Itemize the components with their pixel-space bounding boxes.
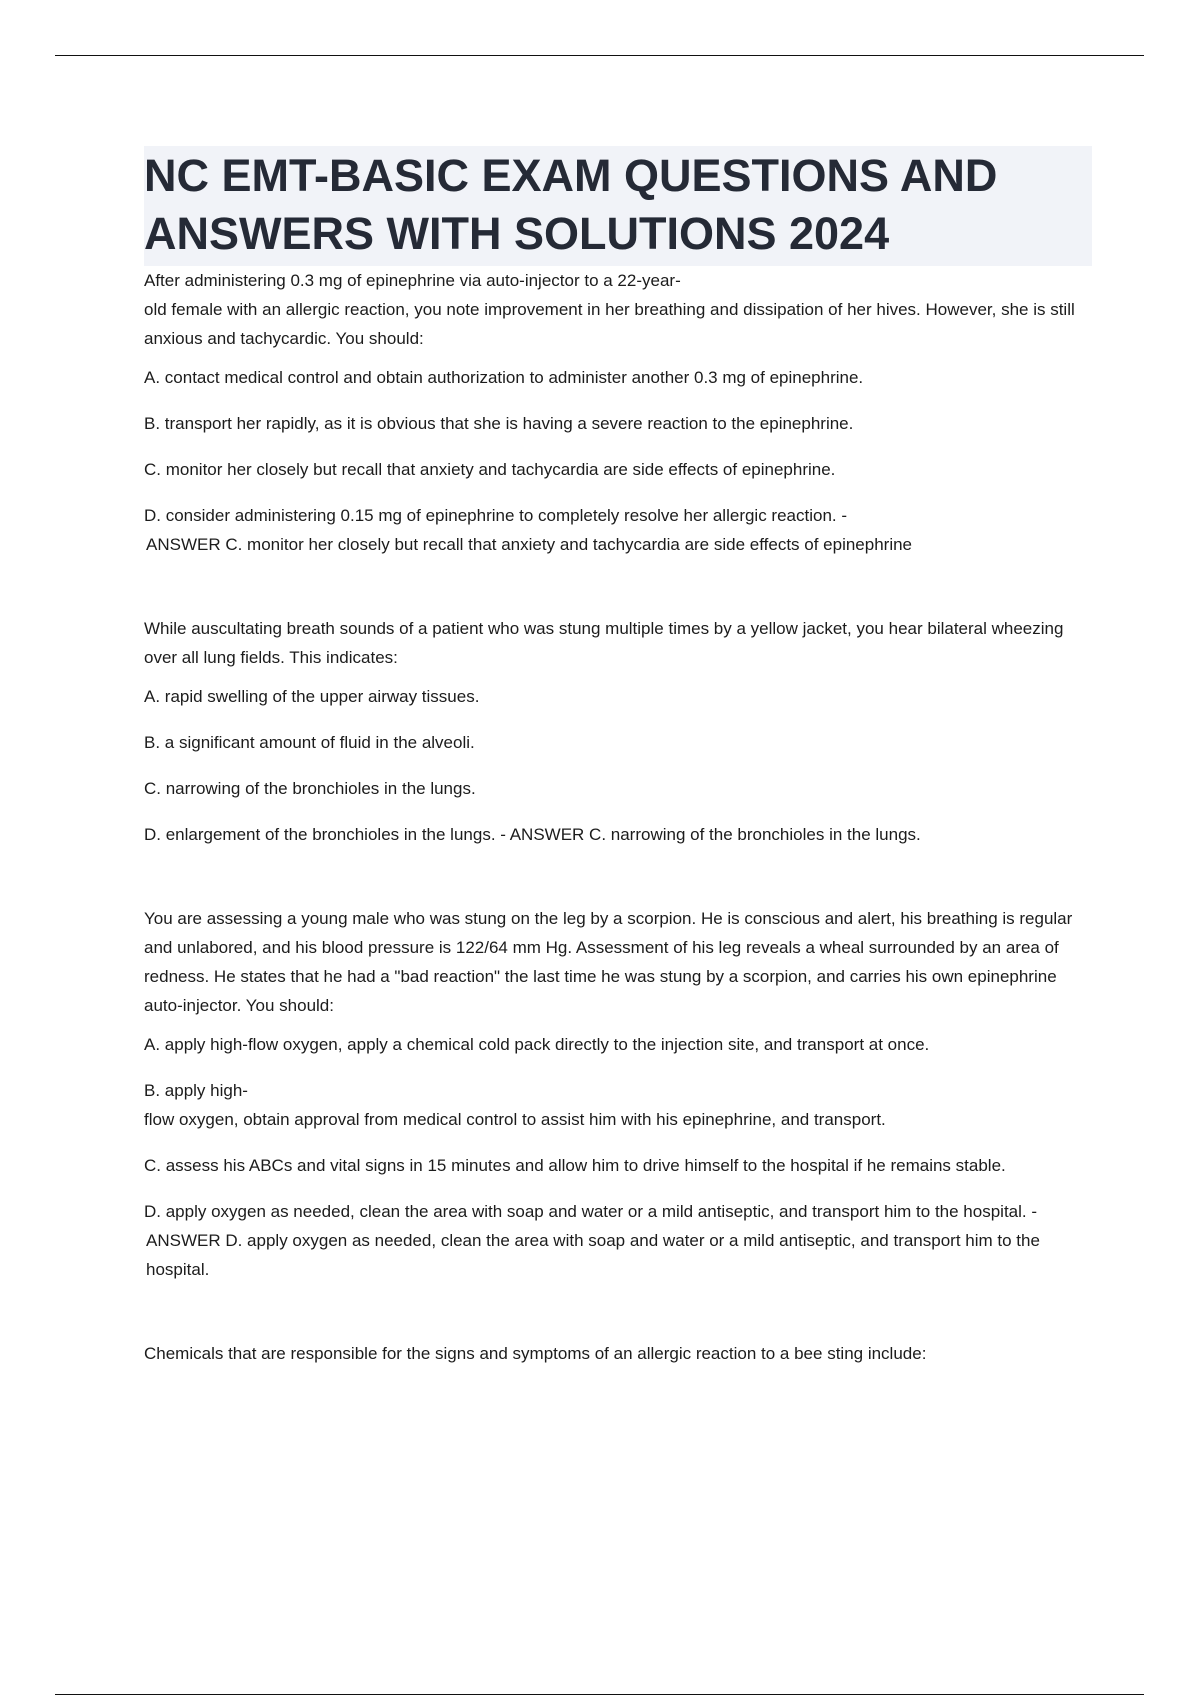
question-block xyxy=(144,614,1089,849)
question-stem: You are assessing a young male who was stung on the leg by a scorpion. He is conscious and alert, his breathing is regular and unlabored, and his blood pressure is 122/64 mm Hg. Assessment of his leg reveals a wheal surrounded by an area of redness. He states that he had a "bad reaction" the last time he was stung by a scorpion, and carries his own epinephrine auto-injector. You should: xyxy=(144,909,1073,1015)
answer-option: C. narrowing of the bronchioles in the lungs. xyxy=(144,779,476,798)
question-block xyxy=(144,904,1089,1284)
answer-option: A. rapid swelling of the upper airway tissues. xyxy=(144,687,480,706)
answer-option: D. consider administering 0.15 mg of epinephrine to completely resolve her allergic reaction. - xyxy=(144,506,848,525)
document-body xyxy=(144,146,1089,1423)
answer-option: A. contact medical control and obtain authorization to administer another 0.3 mg of epinephrine. xyxy=(144,368,864,387)
correct-answer: ANSWER C. monitor her closely but recall that anxiety and tachycardia are side effects of epinephrine xyxy=(146,535,913,554)
question-stem: Chemicals that are responsible for the signs and symptoms of an allergic reaction to a bee sting include: xyxy=(144,1344,927,1363)
top-rule xyxy=(55,55,1144,56)
answer-option: C. assess his ABCs and vital signs in 15 minutes and allow him to drive himself to the hospital if he remains stable. xyxy=(144,1156,1006,1175)
title-block xyxy=(144,146,1092,266)
answer-option: C. monitor her closely but recall that anxiety and tachycardia are side effects of epinephrine. xyxy=(144,460,836,479)
question-stem: After administering 0.3 mg of epinephrine via auto-injector to a 22-year- old female with an allergic reaction, you note improvement in her breathing and dissipation of her hives. However, she is still anxious and tachycardic. You should: xyxy=(144,271,1075,348)
answer-option: B. apply high- flow oxygen, obtain approval from medical control to assist him with his epinephrine, and transport. xyxy=(144,1081,886,1129)
answer-option: D. enlargement of the bronchioles in the lungs. - ANSWER C. narrowing of the bronchioles in the lungs. xyxy=(144,825,921,844)
document-title: NC EMT-BASIC EXAM QUESTIONS AND ANSWERS WITH SOLUTIONS 2024 xyxy=(144,150,998,259)
question-block xyxy=(144,1339,1089,1368)
answer-option: A. apply high-flow oxygen, apply a chemical cold pack directly to the injection site, and transport at once. xyxy=(144,1035,930,1054)
question-block xyxy=(144,266,1089,559)
bottom-rule xyxy=(55,1694,1144,1695)
question-stem: While auscultating breath sounds of a patient who was stung multiple times by a yellow jacket, you hear bilateral wheezing over all lung fields. This indicates: xyxy=(144,619,1064,667)
answer-option: D. apply oxygen as needed, clean the area with soap and water or a mild antiseptic, and transport him to the hospital. - xyxy=(144,1202,1038,1221)
correct-answer: ANSWER D. apply oxygen as needed, clean the area with soap and water or a mild antiseptic, and transport him to the hospital. xyxy=(146,1231,1040,1279)
answer-option: B. a significant amount of fluid in the alveoli. xyxy=(144,733,475,752)
answer-option: B. transport her rapidly, as it is obvious that she is having a severe reaction to the epinephrine. xyxy=(144,414,854,433)
